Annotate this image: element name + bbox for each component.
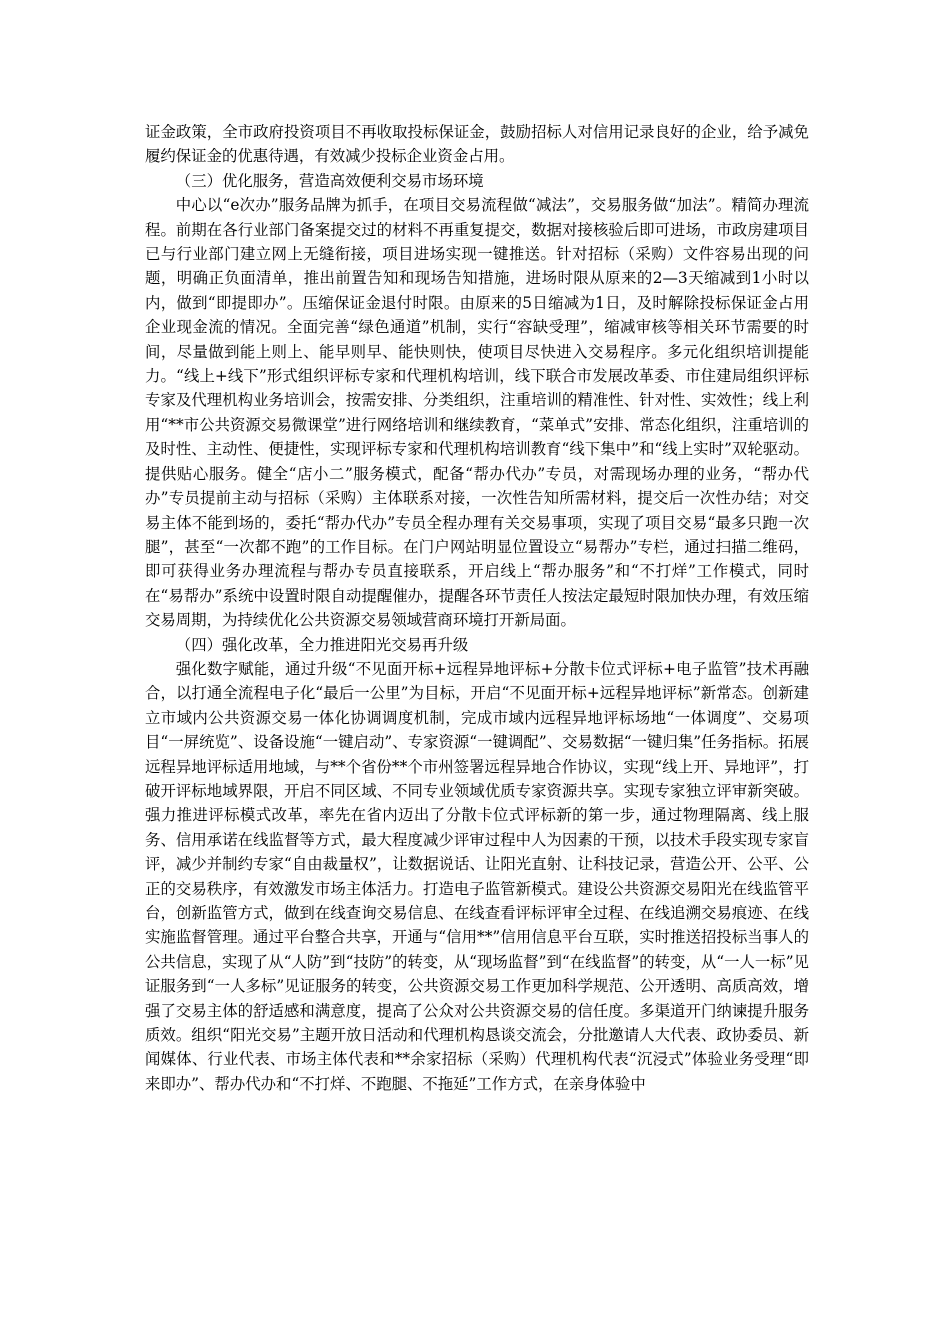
section-heading-optimize-service: （三）优化服务，营造高效便利交易市场环境	[175, 171, 484, 190]
document-page	[145, 120, 809, 1096]
paragraph-reform-measures: 强化数字赋能，通过升级“不见面开标+远程异地评标+分散卡位式评标+电子监管”技术再融合，以打通全流程电子化“最后一公里”为目标，开启“不见面开标+远程异地评标”新常态。创新建立市域内公共资源交易一体化协调调度机制，完成市域内远程异地评标场地“一体调度”、交易项目“一屏统览”、设备设施“一键启动”、专家资源“一键调配”、交易数据“一键归集”任务指标。拓展远程异地评标适用地域，与**个省份**个市州签署远程异地合作协议，实现“线上开、异地评”，打破开评标地域界限，开启不同区域、不同专业领域优质专家资源共享。实现专家独立评审新突破。强力推进评标模式改革，率先在省内迈出了分散卡位式评标新的第一步，通过物理隔离、线上服务、信用承诺在线监督等方式，最大程度减少评审过程中人为因素的干预，以技术手段实现专家盲评，减少并制约专家“自由裁量权”，让数据说话、让阳光直射、让科技记录，营造公开、公平、公正的交易秩序，有效激发市场主体活力。打造电子监管新模式。建设公共资源交易阳光在线监管平台，创新监管方式，做到在线查询交易信息、在线查看评标评审全过程、在线追溯交易痕迹、在线实施监督管理。通过平台整合共享，开通与“信用**”信用信息平台互联，实时推送招投标当事人的公共信息，实现了从“人防”到“技防”的转变，从“现场监督”到“在线监督”的转变，从“一人一标”见证服务到“一人多标”见证服务的转变，公共资源交易工作更加科学规范、公开透明、高质高效，增强了交易主体的舒适感和满意度，提高了公众对公共资源交易的信任度。多渠道开门纳谏提升服务质效。组织“阳光交易”主题开放日活动和代理机构恳谈交流会，分批邀请人大代表、政协委员、新闻媒体、行业代表、市场主体代表和**余家招标（采购）代理机构代表“沉浸式”体验业务受理“即来即办”、帮办代办和“不打烊、不跑腿、不拖延”工作方式，在亲身体验中	[145, 659, 809, 1093]
paragraph-deposit-policy: 证金政策，全市政府投资项目不再收取投标保证金，鼓励招标人对信用记录良好的企业，给予减免履约保证金的优惠待遇，有效减少投标企业资金占用。	[145, 123, 809, 166]
paragraph-service-measures: 中心以“e次办”服务品牌为抓手，在项目交易流程做“减法”，交易服务做“加法”。精简办理流程。前期在各行业部门备案提交过的材料不再重复提交，数据对接核验后即可进场，市政房建项目已与行业部门建立网上无缝衔接，项目进场实现一键推送。针对招标（采购）文件容易出现的问题，明确正负面清单，推出前置告知和现场告知措施，进场时限从原来的2—3天缩减到1小时以内，做到“即提即办”。压缩保证金退付时限。由原来的5日缩减为1日，及时解除投标保证金占用企业现金流的情况。全面完善“绿色通道”机制，实行“容缺受理”，缩减审核等相关环节需要的时间，尽量做到能上则上、能早则早、能快则快，使项目尽快进入交易程序。多元化组织培训提能力。“线上+线下”形式组织评标专家和代理机构培训，线下联合市发展改革委、市住建局组织评标专家及代理机构业务培训会，按需安排、分类组织，注重培训的精准性、针对性、实效性；线上利用“**市公共资源交易微课堂”进行网络培训和继续教育，“菜单式”安排、常态化组织，注重培训的及时性、主动性、便捷性，实现评标专家和代理机构培训教育“线下集中”和“线上实时”双轮驱动。提供贴心服务。健全“店小二”服务模式，配备“帮办代办”专员，对需现场办理的业务，“帮办代办”专员提前主动与招标（采购）主体联系对接，一次性告知所需材料，提交后一次性办结；对交易主体不能到场的，委托“帮办代办”专员全程办理有关交易事项，实现了项目交易“最多只跑一次腿”，甚至“一次都不跑”的工作目标。在门户网站明显位置设立“易帮办”专栏，通过扫描二维码，即可获得业务办理流程与帮办专员直接联系，开启线上“帮办服务”和“不打烊”工作模式，同时在“易帮办”系统中设置时限自动提醒催办，提醒各环节责任人按法定最短时限加快办理，有效压缩交易周期，为持续优化公共资源交易领域营商环境打开新局面。	[145, 196, 809, 630]
section-heading-strengthen-reform: （四）强化改革，全力推进阳光交易再升级	[175, 635, 469, 654]
